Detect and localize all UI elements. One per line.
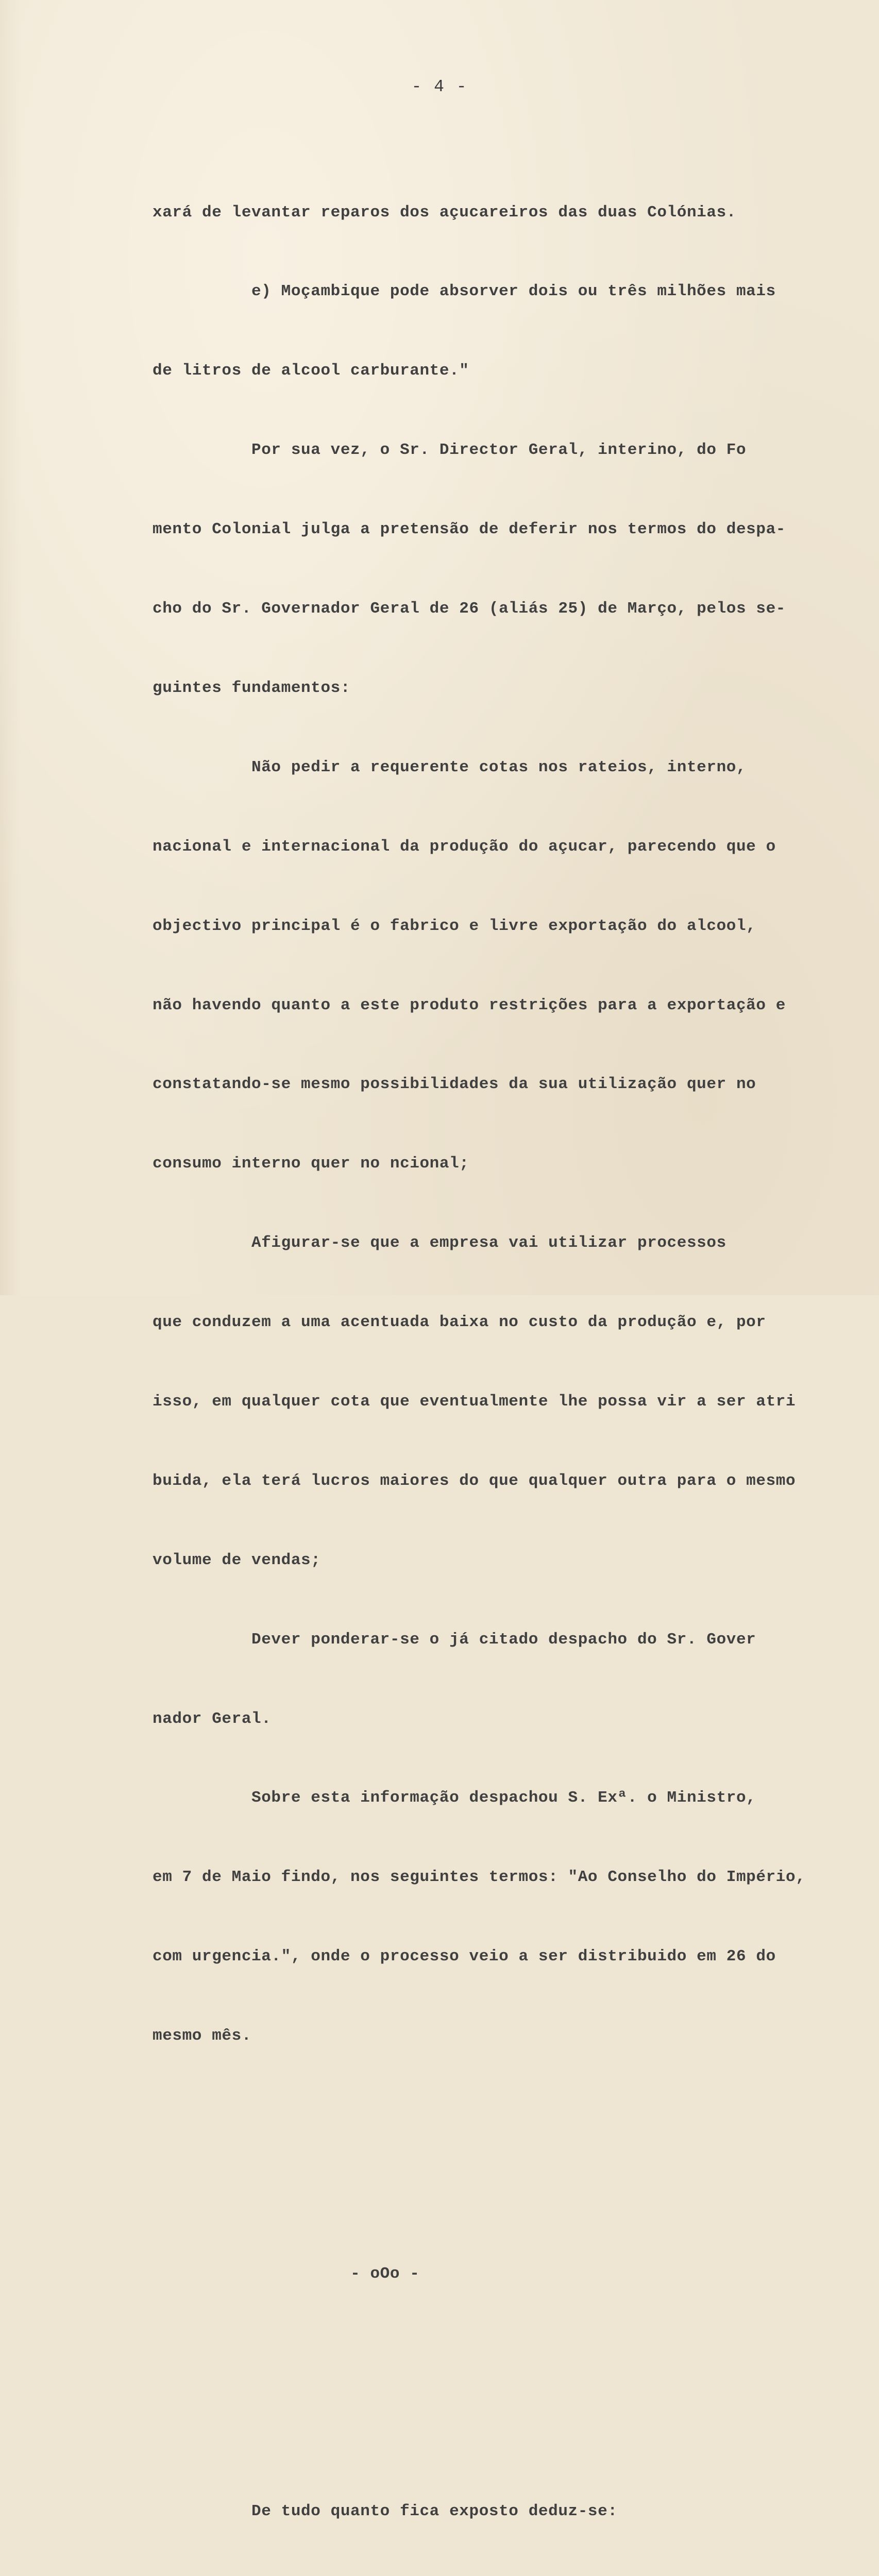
- text-line: com urgencia.", onde o processo veio a ser distribuido em 26 do: [153, 1947, 776, 1966]
- text-line: De tudo quanto fica exposto deduz-se:: [153, 2502, 618, 2521]
- page-number: - 4 -: [411, 77, 468, 96]
- text-line: Sobre esta informação despachou S. Exª. o Ministro,: [153, 1789, 756, 1807]
- text-line: Não pedir a requerente cotas nos rateios, interno,: [153, 758, 747, 776]
- text-line: isso, em qualquer cota que eventualmente lhe possa vir a ser atri: [153, 1392, 796, 1411]
- section-separator: [153, 2261, 853, 2287]
- text-line: xará de levantar reparos dos açucareiros das duas Colónias.: [153, 203, 736, 222]
- text-line: guintes fundamentos:: [153, 679, 351, 697]
- text-line: constatando-se mesmo possibilidades da sua utilização quer no: [153, 1075, 756, 1094]
- text-line: volume de vendas;: [153, 1551, 321, 1569]
- text-line: buida, ela terá lucros maiores do que qualquer outra para o mesmo: [153, 1471, 796, 1490]
- text-line: em 7 de Maio findo, nos seguintes termos: "Ao Conselho do Império,: [153, 1868, 806, 1887]
- text-line: Afigurar-se que a empresa vai utilizar processos: [153, 1234, 726, 1252]
- text-line: consumo interno quer no ncional;: [153, 1155, 469, 1173]
- text-line: mento Colonial julga a pretensão de deferir nos termos do despa-: [153, 520, 786, 539]
- text-line: não havendo quanto a este produto restrições para a exportação e: [153, 996, 786, 1014]
- text-line: mesmo mês.: [153, 2027, 252, 2045]
- text-line: e) Moçambique pode absorver dois ou três milhões mais: [153, 282, 776, 301]
- text-line: que conduzem a uma acentuada baixa no custo da produção e, por: [153, 1313, 766, 1332]
- text-line: Por sua vez, o Sr. Director Geral, interino, do Fo: [153, 441, 747, 460]
- text-line: Dever ponderar-se o já citado despacho do Sr. Gover: [153, 1630, 756, 1649]
- text-line: cho do Sr. Governador Geral de 26 (aliás 25) de Março, pelos se-: [153, 600, 786, 618]
- document-body: [153, 146, 853, 2576]
- separator-text: - oOo -: [350, 2264, 420, 2283]
- text-line: nador Geral.: [153, 1709, 272, 1728]
- text-line: nacional e internacional da produção do açucar, parecendo que o: [153, 837, 776, 856]
- text-line: objectivo principal é o fabrico e livre exportação do alcool,: [153, 917, 756, 935]
- text-line: de litros de alcool carburante.": [153, 362, 469, 380]
